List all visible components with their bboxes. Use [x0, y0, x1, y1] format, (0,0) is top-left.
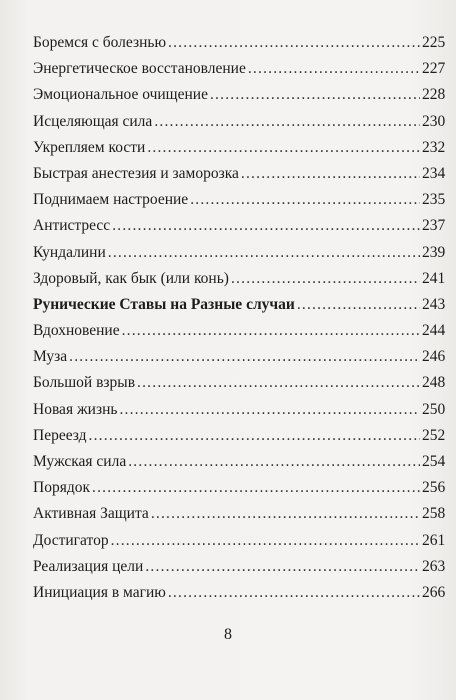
toc-dot-leader [297, 292, 420, 318]
toc-dot-leader [89, 423, 420, 449]
toc-entry-page: 244 [422, 322, 446, 340]
toc-entry-page: 246 [422, 348, 446, 366]
toc-entry [33, 423, 456, 449]
toc-entry [33, 135, 456, 161]
toc-entry-title: Реализация цели [33, 557, 144, 575]
toc-entry [33, 580, 456, 606]
toc-entry-page: 248 [422, 374, 446, 392]
toc-entry [33, 161, 456, 187]
toc-dot-leader [112, 213, 420, 239]
toc-dot-leader [92, 475, 420, 501]
toc-entry [33, 397, 456, 423]
toc-entry [33, 344, 456, 370]
toc-entry-page: 232 [422, 138, 446, 156]
toc-entry-page: 235 [422, 191, 446, 209]
toc-entry-title: Кундалини [33, 243, 106, 261]
toc-dot-leader [119, 397, 420, 423]
toc-dot-leader [122, 318, 420, 344]
toc-entry-title: Рунические Ставы на Разные случаи [33, 295, 295, 313]
toc-entry-page: 250 [422, 400, 446, 418]
toc-entry-title: Муза [33, 348, 68, 366]
toc-entry [33, 449, 456, 475]
toc-entry-title: Инициация в магию [33, 583, 166, 601]
toc-entry-title: Поднимаем настроение [33, 191, 189, 209]
toc-entry-title: Укрепляем кости [33, 138, 146, 156]
table-of-contents [33, 30, 456, 606]
toc-entry-page: 227 [422, 60, 446, 78]
toc-entry-title: Антистресс [33, 217, 111, 235]
toc-entry [33, 56, 456, 82]
toc-dot-leader [147, 135, 420, 161]
toc-entry [33, 554, 456, 580]
toc-entry-page: 228 [422, 86, 446, 104]
toc-entry-title: Энергетическое восстановление [33, 60, 246, 78]
toc-dot-leader [108, 240, 420, 266]
toc-dot-leader [168, 580, 420, 606]
toc-entry-page: 237 [422, 217, 446, 235]
toc-entry [33, 501, 456, 527]
toc-entry-title: Мужская сила [33, 453, 127, 470]
page-number: 8 [224, 626, 232, 643]
toc-entry-page: 239 [422, 243, 446, 261]
toc-entry-title: Новая жизнь [33, 400, 118, 418]
toc-entry-title: Активная Защита [33, 505, 149, 523]
toc-dot-leader [111, 528, 420, 554]
toc-entry-title: Эмоциональное очищение [33, 86, 208, 104]
toc-entry [33, 370, 456, 396]
toc-entry-title: Достигатор [33, 531, 109, 549]
toc-dot-leader [69, 344, 420, 370]
toc-entry [33, 318, 456, 344]
toc-entry-page: 241 [422, 269, 446, 287]
toc-entry-page: 234 [422, 164, 446, 182]
toc-dot-leader [154, 109, 420, 135]
toc-entry-page: 263 [422, 557, 446, 575]
toc-dot-leader [248, 56, 420, 82]
toc-dot-leader [128, 449, 420, 475]
toc-dot-leader [241, 161, 420, 187]
toc-entry-title: Вдохновение [33, 322, 120, 340]
toc-entry-page: 230 [422, 112, 446, 130]
toc-dot-leader [168, 30, 420, 56]
toc-entry [33, 213, 456, 239]
toc-dot-leader [190, 187, 420, 213]
toc-entry [33, 266, 456, 292]
toc-entry [33, 187, 456, 213]
toc-entry-page: 243 [422, 295, 446, 313]
toc-entry [33, 82, 456, 108]
toc-entry-title: Исцеляющая сила [33, 112, 153, 130]
toc-entry-page: 252 [422, 426, 446, 444]
toc-section-heading [33, 292, 456, 318]
toc-entry-page: 266 [422, 583, 446, 601]
toc-entry-page: 258 [422, 505, 446, 523]
toc-entry [33, 528, 456, 554]
toc-dot-leader [231, 266, 420, 292]
toc-dot-leader [151, 501, 420, 527]
toc-entry [33, 475, 456, 501]
toc-entry [33, 30, 456, 56]
toc-entry-page: 256 [422, 479, 446, 497]
toc-entry [33, 240, 456, 266]
toc-entry-title: Боремся с болезнью [33, 34, 167, 51]
toc-dot-leader [210, 82, 420, 108]
toc-entry-title: Здоровый, как бык (или конь) [33, 269, 229, 287]
toc-entry-title: Переезд [33, 426, 87, 444]
toc-entry-page: 254 [422, 453, 446, 470]
toc-entry-page: 225 [422, 34, 446, 51]
toc-dot-leader [137, 370, 420, 396]
toc-entry [33, 109, 456, 135]
toc-entry-title: Быстрая анестезия и заморозка [33, 164, 239, 182]
toc-entry-page: 261 [422, 531, 446, 549]
toc-dot-leader [145, 554, 420, 580]
toc-entry-title: Большой взрыв [33, 374, 136, 392]
toc-entry-title: Порядок [33, 479, 90, 497]
